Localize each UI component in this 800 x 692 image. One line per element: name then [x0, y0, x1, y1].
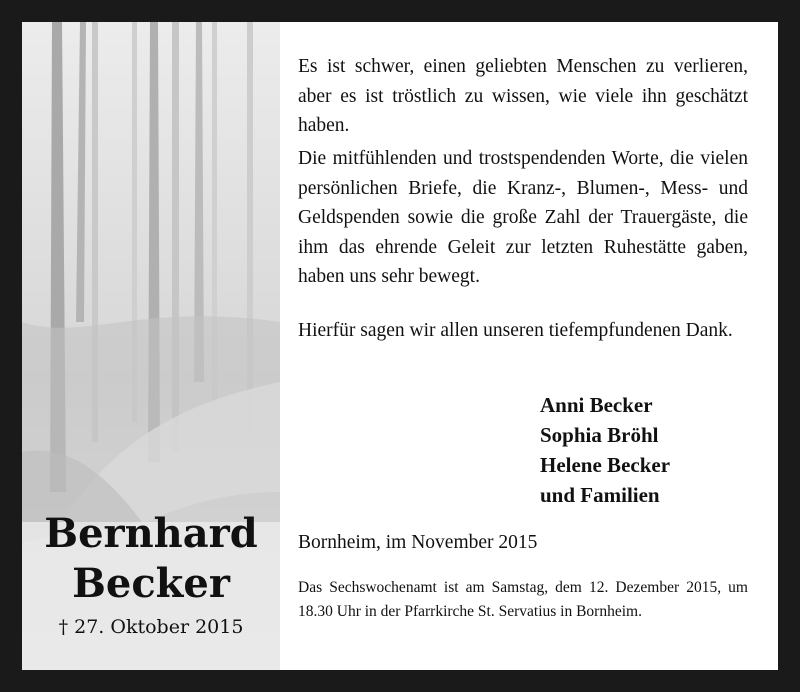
signer: und Familien [540, 483, 660, 507]
signer: Anni Becker [540, 393, 653, 417]
message-paragraph-1: Es ist schwer, einen geliebten Menschen zu verlieren, aber es ist tröstlich zu wissen, wie viele ihn geschätzt haben. [298, 56, 748, 136]
signer: Helene Becker [540, 453, 671, 477]
deceased-first-name: Bernhard [44, 510, 258, 557]
service-note: Das Sechswochenamt ist am Samstag, dem 12. Dezember 2015, um 18.30 Uhr in der Pfarrkirche St. Servatius in Bornheim. [298, 579, 748, 620]
message-paragraph-3: Hierfür sagen wir allen unseren tiefempfundenen Dank. [298, 320, 733, 341]
signers-list [540, 390, 670, 510]
message-paragraph-2: Die mitfühlenden und trostspendenden Worte, die vielen persönlichen Briefe, die Kranz-, Blumen-, Mess- und Geldspenden sowie die große Zahl der Trauergäste, die ihm das ehrende Geleit zur letzten Ruhestätte gaben, haben uns sehr bewegt. [298, 148, 748, 287]
death-date: † 27. Oktober 2015 [58, 616, 244, 638]
deceased-last-name: Becker [72, 560, 230, 607]
place-date: Bornheim, im November 2015 [298, 532, 538, 553]
signer: Sophia Bröhl [540, 423, 659, 447]
